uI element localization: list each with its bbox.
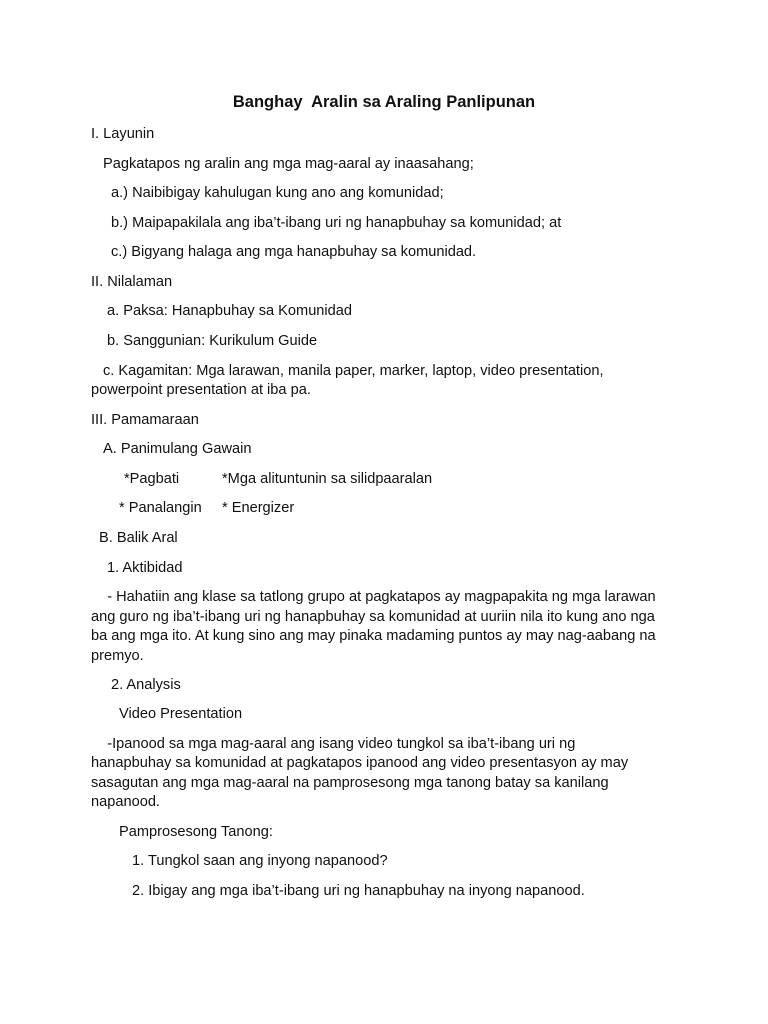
aktibidad-line-1: - Hahatiin ang klase sa tatlong grupo at pagkatapos ay magpapakita ng mga larawan bbox=[91, 589, 656, 605]
panimula-heading: A. Panimulang Gawain bbox=[103, 441, 252, 457]
question-1: 1. Tungkol saan ang inyong napanood? bbox=[132, 853, 388, 869]
panimula-panalangin: * Panalangin bbox=[119, 500, 202, 516]
nilalaman-kagamitan-line2: powerpoint presentation at iba pa. bbox=[91, 382, 311, 398]
nilalaman-paksa: a. Paksa: Hanapbuhay sa Komunidad bbox=[107, 303, 353, 319]
panimula-pagbati: *Pagbati bbox=[124, 471, 180, 487]
aktibidad-line-4: premyo. bbox=[91, 648, 144, 664]
video-presentation-heading: Video Presentation bbox=[119, 706, 243, 722]
pamprosesong-tanong-heading: Pamprosesong Tanong: bbox=[119, 824, 273, 840]
layunin-item-b: b.) Maipapakilala ang iba’t-ibang uri ng hanapbuhay sa komunidad; at bbox=[111, 215, 562, 231]
aktibidad-heading: 1. Aktibidad bbox=[107, 560, 183, 576]
analysis-line-2: hanapbuhay sa komunidad at pagkatapos ipanood ang video presentasyon ay may bbox=[91, 755, 629, 771]
balik-aral-heading: B. Balik Aral bbox=[99, 530, 178, 546]
question-2: 2. Ibigay ang mga iba’t-ibang uri ng hanapbuhay na inyong napanood. bbox=[132, 883, 585, 899]
analysis-line-1: -Ipanood sa mga mag-aaral ang isang video tungkol sa iba’t-ibang uri ng bbox=[91, 736, 576, 752]
section-heading-nilalaman: II. Nilalaman bbox=[91, 274, 173, 290]
panimula-energizer: * Energizer bbox=[222, 500, 295, 516]
layunin-intro: Pagkatapos ng aralin ang mga mag-aaral ay inaasahang; bbox=[103, 156, 474, 172]
document-title: Banghay Aralin sa Araling Panlipunan bbox=[232, 93, 536, 111]
analysis-line-3: sasagutan ang mga mag-aaral na pamprosesong mga tanong batay sa kanilang bbox=[91, 775, 609, 791]
nilalaman-kagamitan-line1: c. Kagamitan: Mga larawan, manila paper, marker, laptop, video presentation, bbox=[103, 363, 604, 379]
section-heading-pamamaraan: III. Pamamaraan bbox=[91, 412, 199, 428]
section-heading-layunin: I. Layunin bbox=[91, 126, 155, 142]
layunin-item-c: c.) Bigyang halaga ang mga hanapbuhay sa komunidad. bbox=[111, 244, 477, 260]
aktibidad-line-2: ang guro ng iba’t-ibang uri ng hanapbuhay sa komunidad at uuriin nila ito kung ano nga bbox=[91, 609, 655, 625]
layunin-item-a: a.) Naibibigay kahulugan kung ano ang komunidad; bbox=[111, 185, 444, 201]
panimula-alituntunin: *Mga alituntunin sa silidpaaralan bbox=[222, 471, 433, 487]
nilalaman-sanggunian: b. Sanggunian: Kurikulum Guide bbox=[107, 333, 318, 349]
analysis-line-4: napanood. bbox=[91, 794, 160, 810]
aktibidad-line-3: ba ang mga ito. At kung sino ang may pinaka madaming puntos ay may nag-aabang na bbox=[91, 628, 656, 644]
analysis-heading: 2. Analysis bbox=[111, 677, 181, 693]
